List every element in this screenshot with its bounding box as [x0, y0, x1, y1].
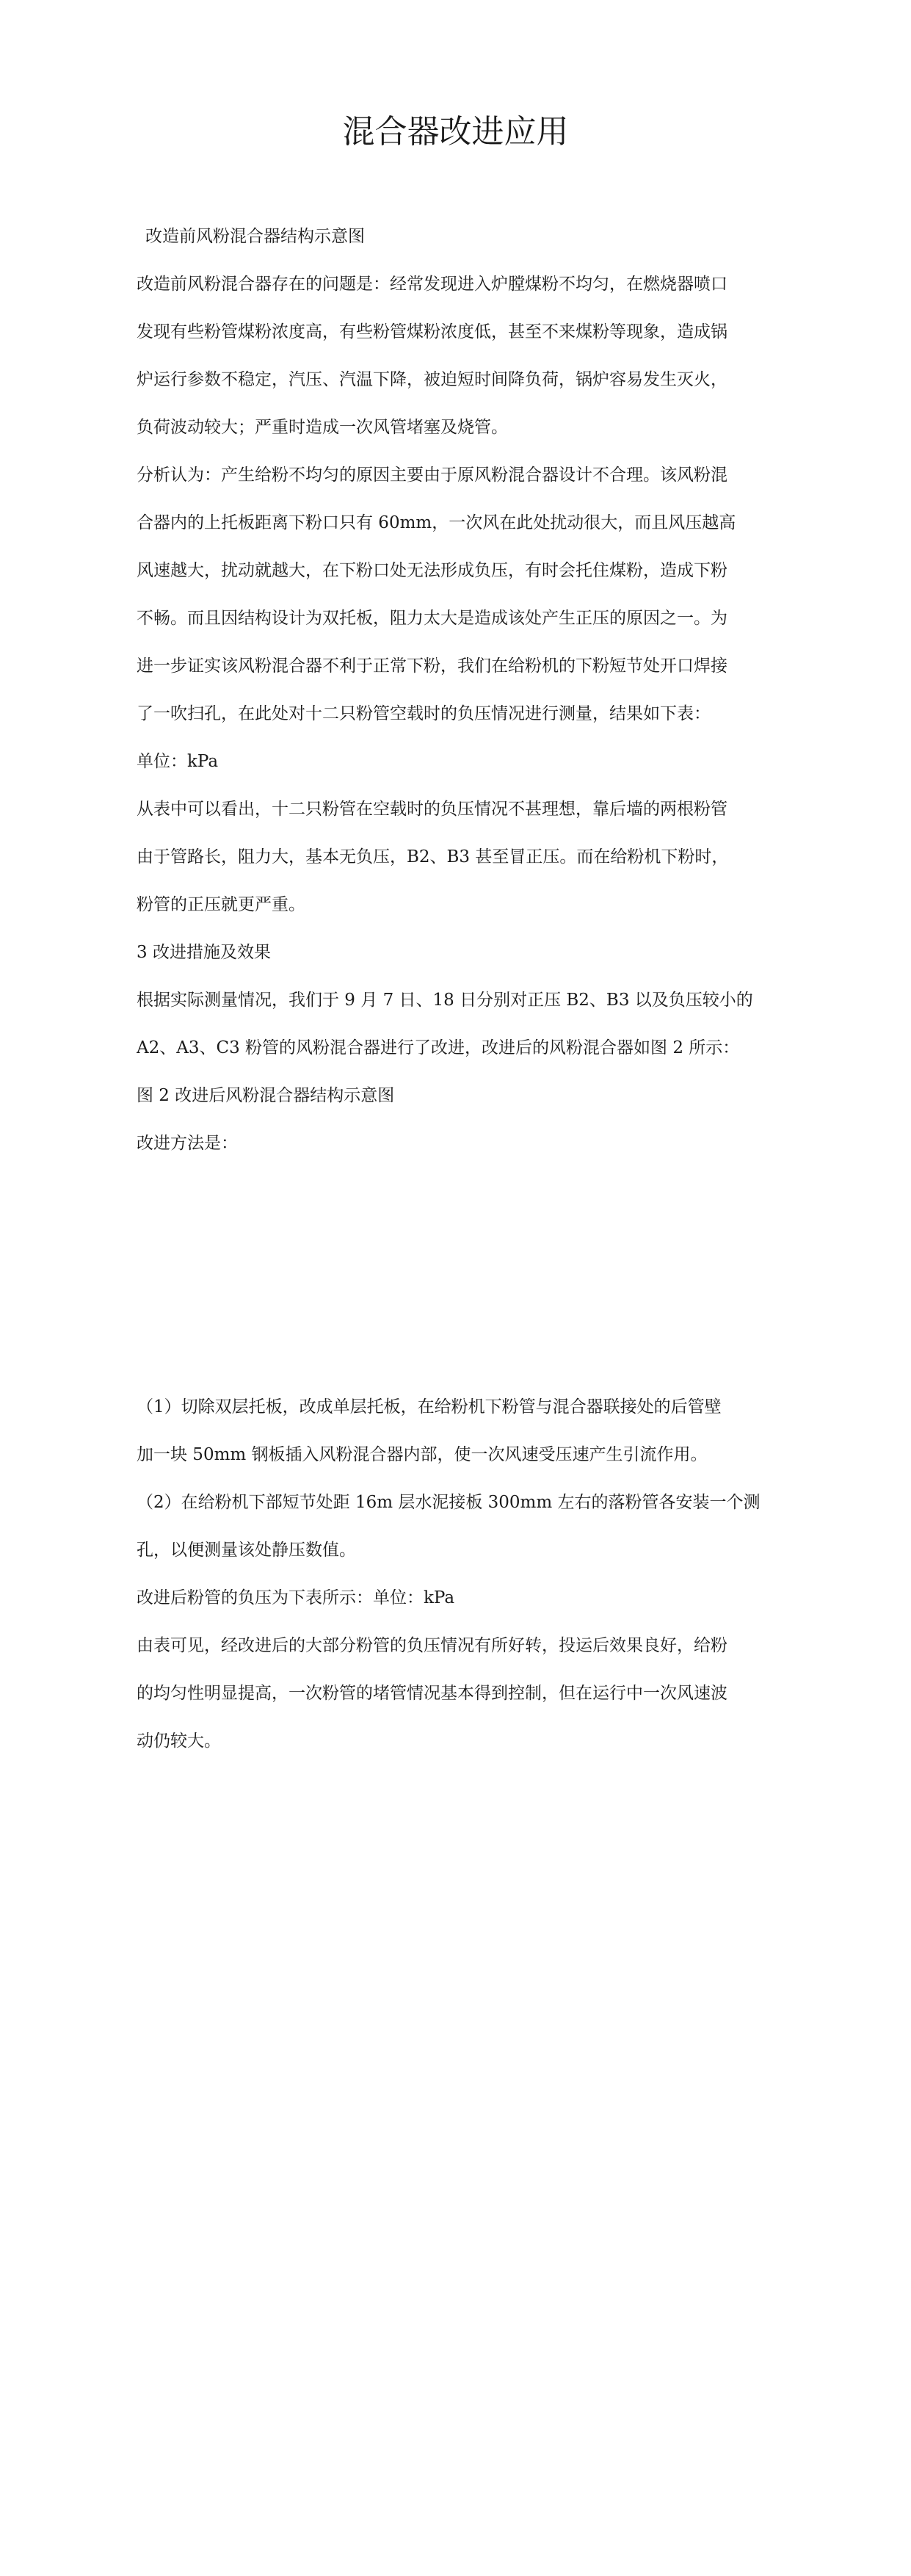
paragraph-line: 孔，以便测量该处静压数值。: [137, 1541, 356, 1560]
paragraph-line: A2、A3、C3 粉管的风粉混合器进行了改进，改进后的风粉混合器如图 2 所示：: [137, 1038, 740, 1057]
paragraph-line: 动仍较大。: [137, 1732, 221, 1751]
paragraph-line: 改造前风粉混合器存在的问题是：经常发现进入炉膛煤粉不均匀，在燃烧器喷口: [137, 275, 727, 294]
paragraph-line: 进一步证实该风粉混合器不利于正常下粉，我们在给粉机的下粉短节处开口焊接: [137, 656, 727, 676]
paragraph-line: 由表可见，经改进后的大部分粉管的负压情况有所好转，投运后效果良好，给粉: [137, 1636, 727, 1655]
list-item: （1）切除双层托板，改成单层托板，在给粉机下粉管与混合器联接处的后管壁: [137, 1397, 722, 1417]
paragraph-line: 根据实际测量情况，我们于 9 月 7 日、18 日分别对正压 B2、B3 以及负压较小的: [137, 991, 753, 1010]
paragraph-line: 风速越大，扰动就越大，在下粉口处无法形成负压，有时会托住煤粉，造成下粉: [137, 561, 727, 580]
paragraph-line: 的均匀性明显提高，一次粉管的堵管情况基本得到控制，但在运行中一次风速波: [137, 1684, 727, 1703]
figure-placeholder: [137, 1168, 783, 1383]
paragraph-line: 了一吹扫孔，在此处对十二只粉管空载时的负压情况进行测量，结果如下表：: [137, 704, 711, 723]
paragraph-line: 改进后粉管的负压为下表所示：单位：kPa: [137, 1588, 455, 1607]
paragraph-line: 炉运行参数不稳定，汽压、汽温下降，被迫短时间降负荷，锅炉容易发生灭火，: [137, 370, 727, 389]
unit-label: 单位：kPa: [137, 752, 219, 771]
paragraph-line: 从表中可以看出，十二只粉管在空载时的负压情况不甚理想，靠后墙的两根粉管: [137, 800, 727, 819]
figure-caption: 改造前风粉混合器结构示意图: [145, 227, 365, 246]
paragraph-line: 粉管的正压就更严重。: [137, 895, 305, 914]
figure-caption: 图 2 改进后风粉混合器结构示意图: [137, 1086, 395, 1105]
paragraph-line: 负荷波动较大；严重时造成一次风管堵塞及烧管。: [137, 418, 508, 437]
paragraph-line: 发现有些粉管煤粉浓度高，有些粉管煤粉浓度低，甚至不来煤粉等现象，造成锅: [137, 322, 727, 341]
paragraph-line: 合器内的上托板距离下粉口只有 60mm，一次风在此处扰动很大，而且风压越高: [137, 513, 736, 532]
paragraph-line: 加一块 50mm 钢板插入风粉混合器内部，使一次风速受压速产生引流作用。: [137, 1445, 708, 1464]
paragraph-line: 不畅。而且因结构设计为双托板，阻力太大是造成该处产生正压的原因之一。为: [137, 609, 727, 628]
paragraph-line: 分析认为：产生给粉不均匀的原因主要由于原风粉混合器设计不合理。该风粉混: [137, 466, 727, 485]
section-heading: 3 改进措施及效果: [137, 943, 271, 962]
paragraph-line: 由于管路长，阻力大，基本无负压，B2、B3 甚至冒正压。而在给粉机下粉时，: [137, 847, 729, 866]
document-title: 混合器改进应用: [342, 113, 569, 151]
list-item: （2）在给粉机下部短节处距 16m 层水泥接板 300mm 左右的落粉管各安装一个测: [137, 1493, 761, 1512]
document-body: [137, 213, 783, 1765]
paragraph-line: 改进方法是：: [137, 1134, 238, 1153]
